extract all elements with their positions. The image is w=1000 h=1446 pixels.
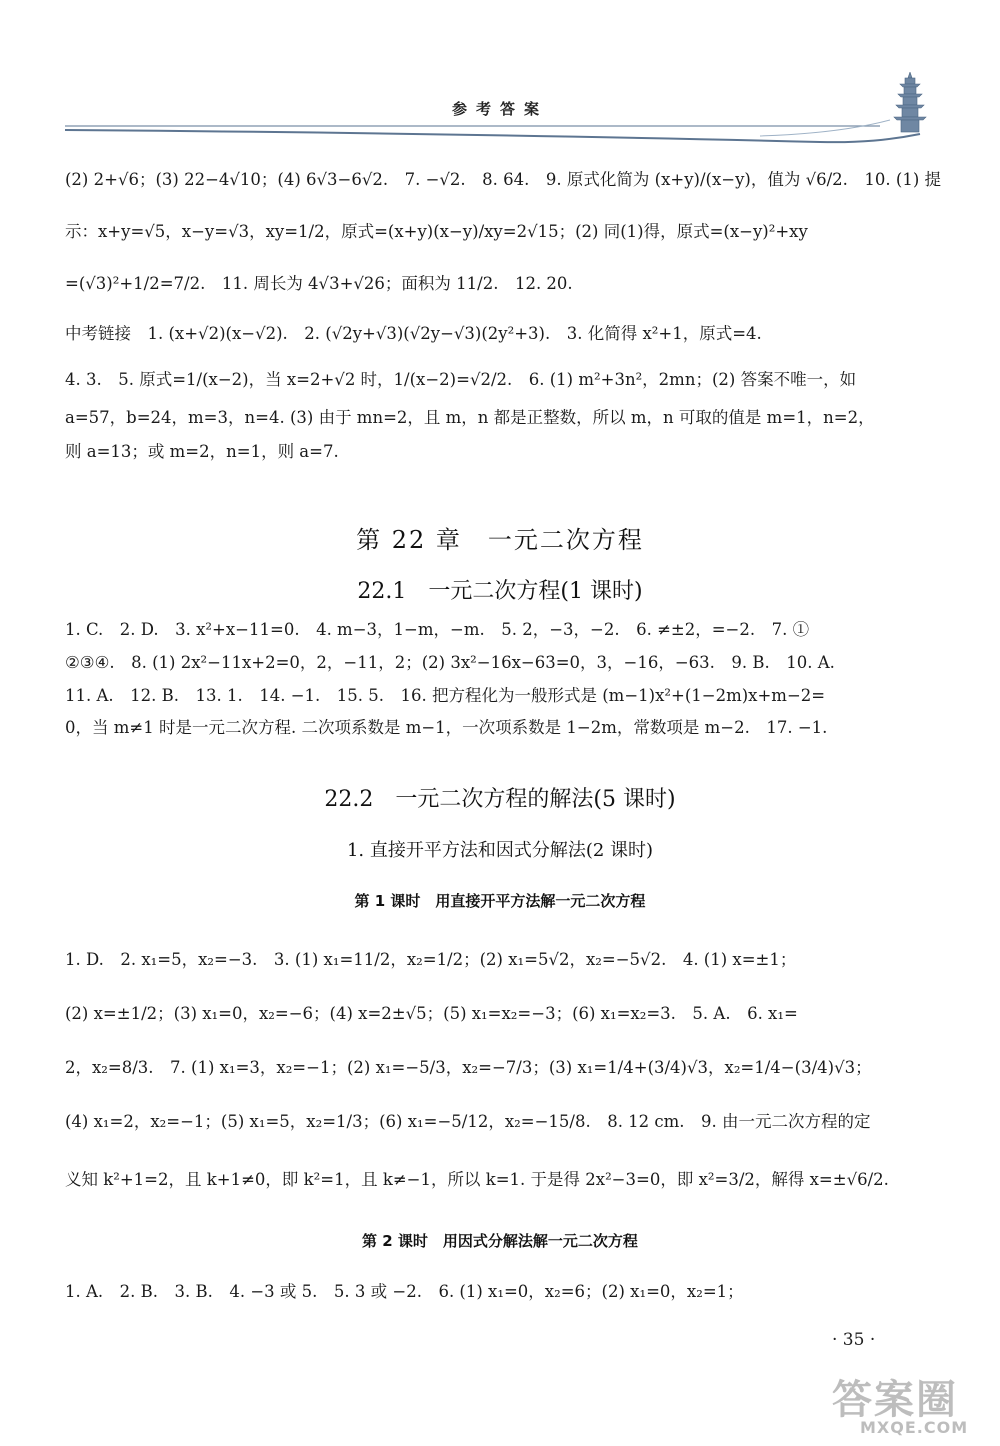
answer-line: (2) 2+√6；(3) 22−4√10；(4) 6√3−6√2. 7. −√2. 8. 64. 9. 原式化简为 (x+y)/(x−y)，值为 √6/2. 10. (1) 提 (65, 170, 942, 189)
answer-line: (2) x=±1/2；(3) x₁=0，x₂=−6；(4) x=2±√5；(5) x₁=x₂=−3；(6) x₁=x₂=3. 5. A. 6. x₁= (65, 1004, 798, 1023)
pagoda-icon (888, 72, 932, 134)
answer-line: 11. A. 12. B. 13. 1. 14. −1. 15. 5. 16. 把方程化为一般形式是 (m−1)x²+(1−2m)x+m−2= (65, 686, 826, 705)
answer-line: =(√3)²+1/2=7/2. 11. 周长为 4√3+√26；面积为 11/2. 12. 20. (65, 274, 573, 293)
answer-line: 1. A. 2. B. 3. B. 4. −3 或 5. 5. 3 或 −2. 6. (1) x₁=0，x₂=6；(2) x₁=0，x₂=1； (65, 1282, 744, 1301)
answer-line: (4) x₁=2，x₂=−1；(5) x₁=5，x₂=1/3；(6) x₁=−5/12，x₂=−15/8. 8. 12 cm. 9. 由一元二次方程的定 (65, 1112, 871, 1131)
answer-line: 中考链接 1. (x+√2)(x−√2). 2. (√2y+√3)(√2y−√3)(2y²+3). 3. 化简得 x²+1，原式=4. (65, 324, 762, 343)
watermark-url: MXQE.COM (860, 1418, 969, 1437)
page-number: · 35 · (832, 1330, 876, 1350)
subsection-title: 1. 直接开平方法和因式分解法(2 课时) (346, 840, 654, 861)
page-header-title: 参考答案 (451, 100, 548, 118)
answer-line: 0，当 m≠1 时是一元二次方程. 二次项系数是 m−1，一次项系数是 1−2m，常数项是 m−2. 17. −1. (65, 718, 828, 737)
answer-line: a=57，b=24，m=3，n=4. (3) 由于 mn=2，且 m，n 都是正整数，所以 m，n 可取的值是 m=1，n=2， (65, 408, 875, 427)
section-title: 22.2 一元二次方程的解法(5 课时) (324, 787, 676, 812)
answer-line: 则 a=13；或 m=2，n=1，则 a=7. (65, 442, 339, 461)
answer-line: 2，x₂=8/3. 7. (1) x₁=3，x₂=−1；(2) x₁=−5/3，x₂=−7/3；(3) x₁=1/4+(3/4)√3，x₂=1/4−(3/4)√3； (65, 1058, 872, 1077)
lesson-title: 第 1 课时 用直接开平方法解一元二次方程 (354, 892, 646, 910)
answer-line: 义知 k²+1=2，且 k+1≠0，即 k²=1，且 k≠−1，所以 k=1. 于是得 2x²−3=0，即 x²=3/2，解得 x=±√6/2. (65, 1170, 889, 1189)
watermark-logo (820, 1368, 990, 1442)
answer-line: 1. D. 2. x₁=5，x₂=−3. 3. (1) x₁=11/2，x₂=1/2；(2) x₁=5√2，x₂=−5√2. 4. (1) x=±1； (65, 950, 797, 969)
answer-line: 示：x+y=√5，x−y=√3，xy=1/2，原式=(x+y)(x−y)/xy=2√15；(2) 同(1)得，原式=(x−y)²+xy (65, 222, 808, 241)
answer-line: 4. 3. 5. 原式=1/(x−2)，当 x=2+√2 时，1/(x−2)=√2/2. 6. (1) m²+3n²，2mn；(2) 答案不唯一，如 (65, 370, 857, 389)
header-rule (60, 116, 930, 146)
chapter-title: 第 22 章 一元二次方程 (356, 526, 644, 554)
answer-line: ②③④. 8. (1) 2x²−11x+2=0，2，−11，2；(2) 3x²−16x−63=0，3，−16，−63. 9. B. 10. A. (65, 653, 835, 672)
watermark-text: 答案圈 (832, 1377, 958, 1423)
answer-line: 1. C. 2. D. 3. x²+x−11=0. 4. m−3，1−m，−m. 5. 2，−3，−2. 6. ≠±2，=−2. 7. ① (65, 620, 810, 639)
section-title: 22.1 一元二次方程(1 课时) (357, 579, 643, 604)
lesson-title: 第 2 课时 用因式分解法解一元二次方程 (362, 1232, 638, 1250)
